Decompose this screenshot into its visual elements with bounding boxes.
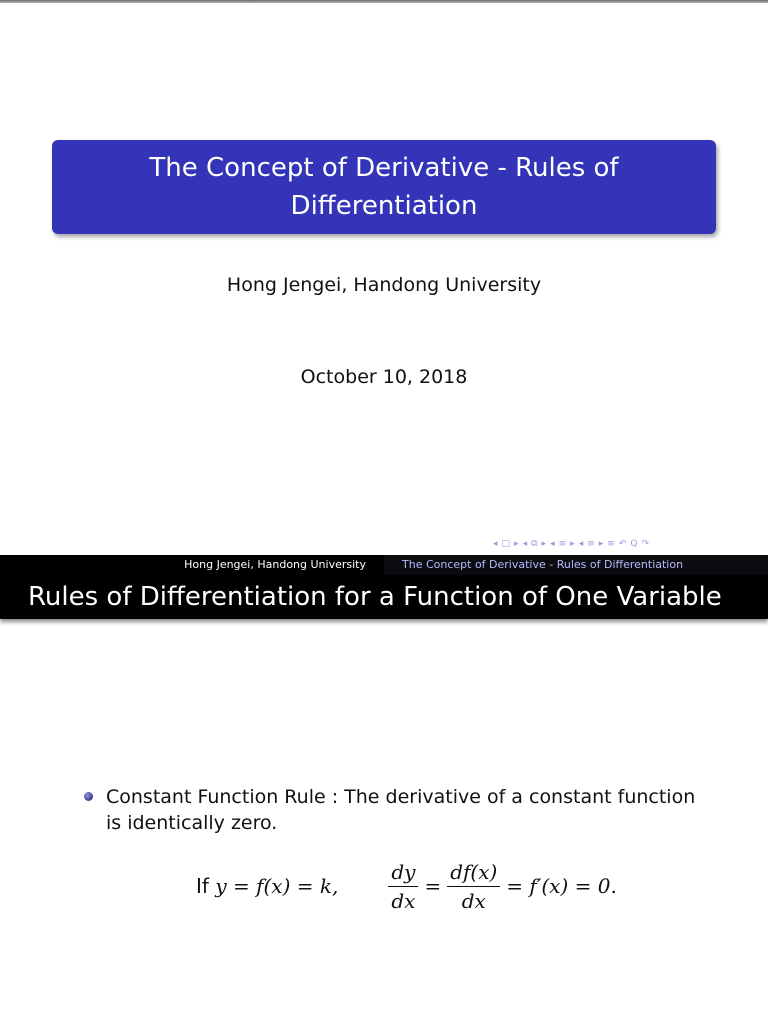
nav-prev-icon[interactable]: ◂ xyxy=(522,539,528,549)
nav-section-icon[interactable]: ≡ xyxy=(558,539,567,549)
bullet-text: Constant Function Rule : The derivative of a constant function is identically zero. xyxy=(106,786,696,834)
top-edge-shadow xyxy=(0,0,768,3)
equals-sign: = xyxy=(424,874,442,898)
fraction-dfx-dx xyxy=(447,860,500,913)
bullet-icon xyxy=(84,792,93,801)
footline-title: The Concept of Derivative - Rules of Differentiation xyxy=(384,555,768,575)
nav-search-icon[interactable]: Q xyxy=(630,539,638,549)
fraction-denominator: dx xyxy=(461,888,486,913)
frame-title: Rules of Differentiation for a Function of One Variable xyxy=(0,575,768,619)
equation-rhs: = f′(x) = 0. xyxy=(506,874,617,898)
nav-document-icon[interactable]: ≡ xyxy=(587,539,595,549)
nav-menu-icon[interactable]: ≡ xyxy=(607,539,615,549)
nav-prev-icon[interactable]: ◂ xyxy=(550,539,555,549)
equation-lhs: y = f(x) = k, xyxy=(215,874,339,898)
nav-back-icon[interactable]: ↶ xyxy=(618,539,627,549)
footline xyxy=(0,555,768,575)
list-item xyxy=(84,784,704,836)
nav-forward-icon[interactable]: ↷ xyxy=(641,539,650,549)
nav-next-icon[interactable]: ▸ xyxy=(570,539,575,549)
fraction-dy-dx xyxy=(388,860,418,913)
nav-next-icon[interactable]: ▸ xyxy=(541,539,547,549)
beamer-navigation-bar xyxy=(492,537,650,551)
nav-next-icon[interactable]: ▸ xyxy=(514,539,519,549)
equation-if: If xyxy=(196,874,209,898)
presentation-title: The Concept of Derivative - Rules of Differentiation xyxy=(149,153,619,221)
footline-author: Hong Jengei, Handong University xyxy=(0,555,384,575)
date-line: October 10, 2018 xyxy=(300,366,468,388)
nav-next-icon[interactable]: ▸ xyxy=(598,539,604,549)
fraction-numerator: dy xyxy=(388,860,418,887)
fraction-numerator: df(x) xyxy=(447,860,500,887)
author-line: Hong Jengei, Handong University xyxy=(226,274,542,296)
fraction-denominator: dx xyxy=(391,888,416,913)
nav-prev-icon[interactable]: ◂ xyxy=(493,539,498,549)
nav-prev-icon[interactable]: ◂ xyxy=(578,539,584,549)
nav-subsection-icon[interactable]: ⧉ xyxy=(531,539,538,549)
title-box xyxy=(52,140,716,234)
nav-frame-icon[interactable]: □ xyxy=(501,539,511,549)
constant-rule-equation xyxy=(196,856,617,916)
